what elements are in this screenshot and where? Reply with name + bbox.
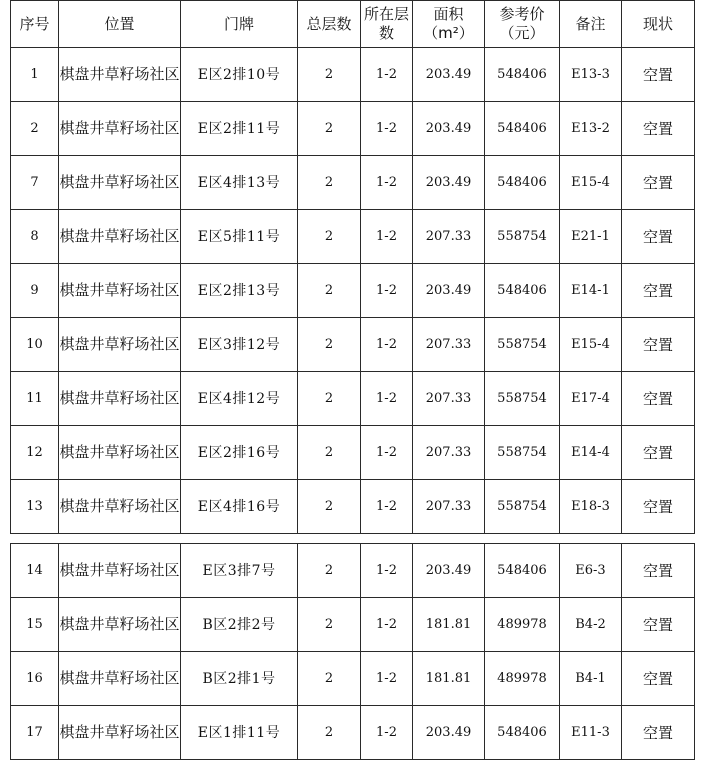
table-row (11, 318, 695, 372)
cell-remark: E14-4 (560, 426, 622, 480)
cell-status: 空置 (622, 210, 695, 264)
cell-status: 空置 (622, 706, 695, 760)
cell-area: 203.49 (413, 264, 485, 318)
cell-remark: E15-4 (560, 318, 622, 372)
cell-area: 203.49 (413, 544, 485, 598)
cell-floor-on: 1-2 (361, 652, 413, 706)
cell-price: 558754 (485, 480, 560, 534)
cell-location: 棋盘井草籽场社区 (59, 544, 181, 598)
cell-seq: 2 (11, 102, 59, 156)
cell-plate: E区2排13号 (181, 264, 298, 318)
cell-total-floors: 2 (298, 544, 361, 598)
cell-seq: 15 (11, 598, 59, 652)
cell-seq: 1 (11, 48, 59, 102)
cell-status: 空置 (622, 318, 695, 372)
cell-status: 空置 (622, 372, 695, 426)
cell-area: 181.81 (413, 652, 485, 706)
cell-plate: B区2排1号 (181, 652, 298, 706)
property-table-bottom (10, 543, 695, 760)
cell-seq: 14 (11, 544, 59, 598)
cell-floor-on: 1-2 (361, 48, 413, 102)
cell-location: 棋盘井草籽场社区 (59, 210, 181, 264)
cell-plate: E区4排16号 (181, 480, 298, 534)
cell-remark: E13-2 (560, 102, 622, 156)
cell-location: 棋盘井草籽场社区 (59, 48, 181, 102)
header-seq: 序号 (11, 1, 59, 48)
cell-remark: E11-3 (560, 706, 622, 760)
cell-seq: 17 (11, 706, 59, 760)
cell-total-floors: 2 (298, 156, 361, 210)
table-row (11, 210, 695, 264)
cell-price: 548406 (485, 102, 560, 156)
cell-floor-on: 1-2 (361, 706, 413, 760)
cell-location: 棋盘井草籽场社区 (59, 480, 181, 534)
cell-location: 棋盘井草籽场社区 (59, 156, 181, 210)
cell-status: 空置 (622, 264, 695, 318)
cell-area: 181.81 (413, 598, 485, 652)
cell-status: 空置 (622, 480, 695, 534)
cell-price: 548406 (485, 544, 560, 598)
cell-total-floors: 2 (298, 652, 361, 706)
cell-floor-on: 1-2 (361, 210, 413, 264)
cell-price: 489978 (485, 652, 560, 706)
header-location: 位置 (59, 1, 181, 48)
cell-price: 558754 (485, 318, 560, 372)
cell-price: 548406 (485, 706, 560, 760)
cell-remark: E21-1 (560, 210, 622, 264)
table-row (11, 480, 695, 534)
table-row (11, 598, 695, 652)
cell-location: 棋盘井草籽场社区 (59, 652, 181, 706)
cell-area: 203.49 (413, 102, 485, 156)
cell-location: 棋盘井草籽场社区 (59, 102, 181, 156)
table-row (11, 544, 695, 598)
cell-remark: E6-3 (560, 544, 622, 598)
cell-floor-on: 1-2 (361, 102, 413, 156)
cell-total-floors: 2 (298, 210, 361, 264)
cell-floor-on: 1-2 (361, 544, 413, 598)
cell-seq: 12 (11, 426, 59, 480)
cell-total-floors: 2 (298, 426, 361, 480)
cell-total-floors: 2 (298, 102, 361, 156)
cell-total-floors: 2 (298, 706, 361, 760)
cell-price: 558754 (485, 210, 560, 264)
cell-location: 棋盘井草籽场社区 (59, 264, 181, 318)
table-row (11, 372, 695, 426)
cell-floor-on: 1-2 (361, 318, 413, 372)
cell-remark: B4-2 (560, 598, 622, 652)
cell-location: 棋盘井草籽场社区 (59, 372, 181, 426)
cell-total-floors: 2 (298, 598, 361, 652)
table-row (11, 652, 695, 706)
cell-plate: E区2排10号 (181, 48, 298, 102)
table-row (11, 426, 695, 480)
cell-location: 棋盘井草籽场社区 (59, 318, 181, 372)
cell-location: 棋盘井草籽场社区 (59, 706, 181, 760)
cell-status: 空置 (622, 544, 695, 598)
table-row (11, 264, 695, 318)
cell-plate: E区5排11号 (181, 210, 298, 264)
cell-location: 棋盘井草籽场社区 (59, 426, 181, 480)
cell-seq: 8 (11, 210, 59, 264)
cell-area: 207.33 (413, 318, 485, 372)
cell-status: 空置 (622, 426, 695, 480)
cell-seq: 16 (11, 652, 59, 706)
cell-remark: B4-1 (560, 652, 622, 706)
header-floor-on: 所在层数 (361, 1, 413, 48)
cell-seq: 13 (11, 480, 59, 534)
cell-area: 203.49 (413, 706, 485, 760)
table-body-top (11, 48, 695, 534)
cell-status: 空置 (622, 48, 695, 102)
header-row (11, 1, 695, 48)
table-row (11, 102, 695, 156)
header-plate: 门牌 (181, 1, 298, 48)
cell-remark: E17-4 (560, 372, 622, 426)
header-total-floors: 总层数 (298, 1, 361, 48)
cell-floor-on: 1-2 (361, 426, 413, 480)
cell-seq: 10 (11, 318, 59, 372)
cell-status: 空置 (622, 156, 695, 210)
table-row (11, 706, 695, 760)
cell-price: 548406 (485, 156, 560, 210)
cell-total-floors: 2 (298, 372, 361, 426)
cell-floor-on: 1-2 (361, 480, 413, 534)
table-body-bottom (11, 544, 695, 760)
cell-area: 207.33 (413, 480, 485, 534)
property-table-top (10, 0, 695, 534)
cell-total-floors: 2 (298, 318, 361, 372)
cell-price: 548406 (485, 48, 560, 102)
header-remark: 备注 (560, 1, 622, 48)
cell-status: 空置 (622, 102, 695, 156)
cell-floor-on: 1-2 (361, 598, 413, 652)
header-status: 现状 (622, 1, 695, 48)
cell-plate: E区2排16号 (181, 426, 298, 480)
cell-remark: E15-4 (560, 156, 622, 210)
cell-plate: E区1排11号 (181, 706, 298, 760)
header-price: 参考价（元） (485, 1, 560, 48)
cell-status: 空置 (622, 652, 695, 706)
cell-price: 558754 (485, 372, 560, 426)
cell-floor-on: 1-2 (361, 156, 413, 210)
cell-seq: 7 (11, 156, 59, 210)
cell-plate: E区3排12号 (181, 318, 298, 372)
cell-location: 棋盘井草籽场社区 (59, 598, 181, 652)
cell-floor-on: 1-2 (361, 372, 413, 426)
cell-total-floors: 2 (298, 480, 361, 534)
cell-seq: 11 (11, 372, 59, 426)
cell-floor-on: 1-2 (361, 264, 413, 318)
cell-plate: E区2排11号 (181, 102, 298, 156)
cell-plate: E区4排12号 (181, 372, 298, 426)
cell-status: 空置 (622, 598, 695, 652)
cell-area: 203.49 (413, 48, 485, 102)
cell-seq: 9 (11, 264, 59, 318)
cell-plate: E区4排13号 (181, 156, 298, 210)
cell-price: 558754 (485, 426, 560, 480)
cell-price: 548406 (485, 264, 560, 318)
cell-plate: E区3排7号 (181, 544, 298, 598)
cell-area: 207.33 (413, 426, 485, 480)
cell-price: 489978 (485, 598, 560, 652)
cell-remark: E13-3 (560, 48, 622, 102)
cell-area: 207.33 (413, 372, 485, 426)
table-row (11, 156, 695, 210)
table-row (11, 48, 695, 102)
cell-remark: E14-1 (560, 264, 622, 318)
cell-total-floors: 2 (298, 48, 361, 102)
cell-area: 203.49 (413, 156, 485, 210)
cell-area: 207.33 (413, 210, 485, 264)
cell-plate: B区2排2号 (181, 598, 298, 652)
cell-total-floors: 2 (298, 264, 361, 318)
cell-remark: E18-3 (560, 480, 622, 534)
header-area: 面积（m²） (413, 1, 485, 48)
